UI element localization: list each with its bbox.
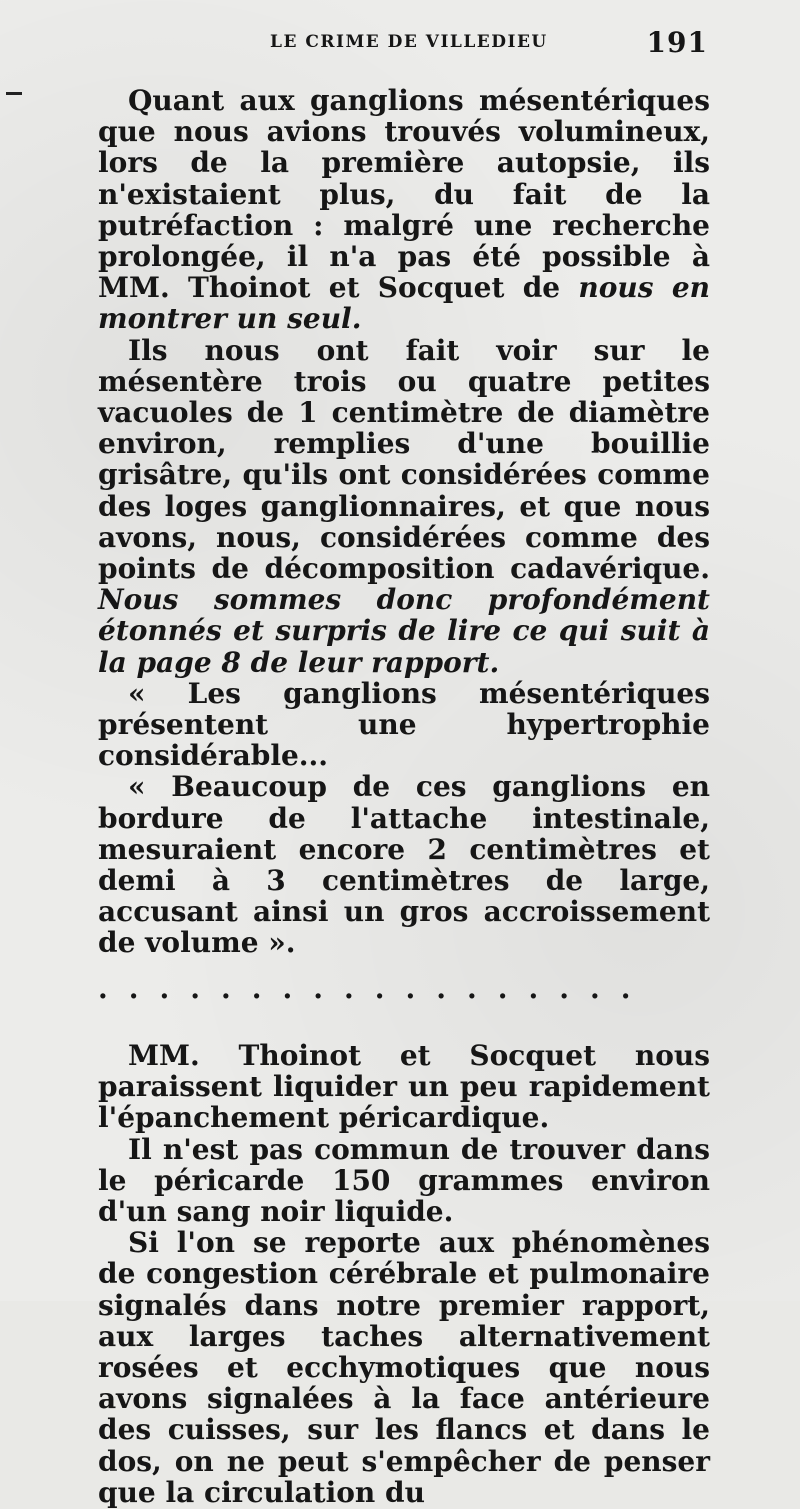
ellipsis-separator: ..................: [98, 971, 652, 1005]
running-title: LE CRIME DE VILLEDIEU: [270, 32, 548, 52]
paragraph-text: Quant aux ganglions mésentériques que nous avions trouvés volumineux, lors de la première autopsie, ils n'existaient plus, du fait de la putréfaction : malgré une recherche prolongée, il n'a pas été possible à MM. Thoinot et Socquet de: [98, 84, 710, 305]
page-number: 191: [646, 26, 708, 59]
paragraph-vacuoles: [98, 335, 710, 678]
quote-bordure: « Beaucoup de ces ganglions en bordure de l'attache intestinale, mesuraient encore 2 centimètres et demi à 3 centimètres de large, accusant ainsi un gros accroissement de volume ».: [98, 770, 710, 960]
paragraph-pericardique: MM. Thoinot et Socquet nous paraissent liquider un peu rapidement l'épanchement péricardique.: [98, 1038, 710, 1135]
italic-text: Nous sommes donc profondément étonnés et surpris de lire ce qui suit à la page 8 de leur rapport.: [98, 583, 710, 679]
paragraph-ganglions: [98, 85, 710, 335]
italic-text: nous en montrer un seul.: [98, 271, 710, 336]
margin-mark: [6, 92, 22, 95]
paragraph-congestion: Si l'on se reporte aux phénomènes de congestion cérébrale et pulmonaire signalés dans notre premier rapport, aux larges taches alternativement rosées et ecchymotiques que nous avons signalées à la face antérieure des cuisses, sur les flancs et dans le dos, on ne peut s'empêcher de penser que la circulation du: [98, 1226, 710, 1509]
page-body: [98, 85, 710, 1508]
paragraph-pericarde: Il n'est pas commun de trouver dans le péricarde 150 grammes environ d'un sang noir liquide.: [98, 1132, 710, 1228]
quote-hypertrophie: « Les ganglions mésentériques présentent une hypertrophie considérable...: [98, 676, 710, 773]
running-head: [270, 26, 800, 59]
paragraph-text: Ils nous ont fait voir sur le mésentère trois ou quatre petites vacuoles de 1 centimètre de diamètre environ, remplies d'une bouillie grisâtre, qu'ils ont considérées comme des loges ganglionnaires, et que nous avons, nous, considérées comme des points de décomposition cadavérique.: [98, 333, 710, 586]
